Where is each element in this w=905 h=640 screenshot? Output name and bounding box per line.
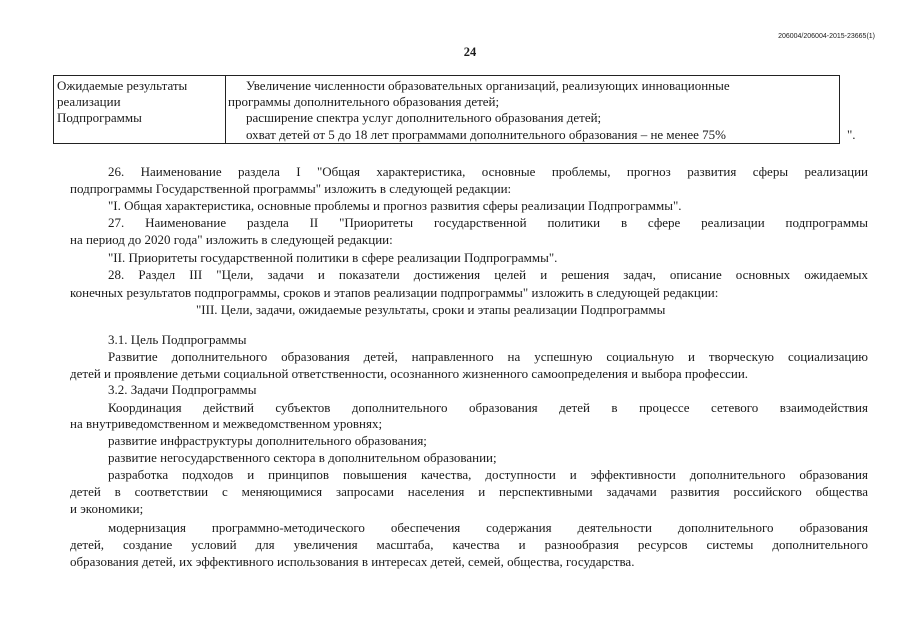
body-line: и экономики; xyxy=(70,501,144,516)
table-label-line: Ожидаемые результаты xyxy=(57,78,188,93)
body-line: 27. Наименование раздела II "Приоритеты государственной политики в сфере реализации подпрограммы xyxy=(108,215,868,230)
table-label-line: реализации xyxy=(57,94,121,109)
body-line: подпрограммы Государственной программы" изложить в следующей редакции: xyxy=(70,181,512,196)
subsection-heading: 3.1. Цель Подпрограммы xyxy=(108,332,247,347)
body-line: "I. Общая характеристика, основные проблемы и прогноз развития сферы реализации Подпрограммы". xyxy=(108,198,682,213)
body-line: конечных результатов подпрограммы, сроков и этапов реализации подпрограммы" изложить в следующей редакции: xyxy=(70,285,719,300)
body-line: на период до 2020 года" изложить в следующей редакции: xyxy=(70,232,393,247)
body-line: детей и проявление детьми социальной ответственности, осознанного жизненного самоопределения и выбора профессии. xyxy=(70,366,749,381)
document-code: 206004/206004-2015-23665(1) xyxy=(778,33,875,40)
table-value-line: программы дополнительного образования детей; xyxy=(228,94,500,109)
page-number: 24 xyxy=(463,45,477,59)
body-line: модернизация программно-методического обеспечения содержания деятельности дополнительного образования xyxy=(108,520,868,535)
body-line: развитие негосударственного сектора в дополнительном образовании; xyxy=(108,450,497,465)
body-line: образования детей, их эффективного использования в интересах детей, семей, общества, государства. xyxy=(70,554,635,569)
table-column-divider xyxy=(225,76,226,143)
table-closing-quote: ". xyxy=(847,127,856,142)
subsection-heading: 3.2. Задачи Подпрограммы xyxy=(108,382,257,397)
body-line: 28. Раздел III "Цели, задачи и показатели достижения целей и решения задач, описание основных ожидаемых xyxy=(108,267,868,282)
body-line: детей в соответствии с меняющимися запросами населения и перспективными задачами развития российского общества xyxy=(70,484,868,499)
body-line: "II. Приоритеты государственной политики в сфере реализации Подпрограммы". xyxy=(108,250,558,265)
body-line: развитие инфраструктуры дополнительного образования; xyxy=(108,433,427,448)
body-line: 26. Наименование раздела I "Общая характеристика, основные проблемы, прогноз развития сферы реализации xyxy=(108,164,868,179)
body-line: Координация действий субъектов дополнительного образования детей в процессе сетевого взаимодействия xyxy=(108,400,868,415)
body-line: разработка подходов и принципов повышения качества, доступности и эффективности дополнительного образования xyxy=(108,467,868,482)
table-value-line: расширение спектра услуг дополнительного образования детей; xyxy=(246,110,602,125)
body-line: детей, создание условий для увеличения масштаба, качества и разнообразия ресурсов системы дополнительного xyxy=(70,537,868,552)
table-value-line: охват детей от 5 до 18 лет программами дополнительного образования – не менее 75% xyxy=(246,127,726,142)
body-line: Развитие дополнительного образования детей, направленного на успешную социальную и творческую социализацию xyxy=(108,349,868,364)
section-heading: "III. Цели, задачи, ожидаемые результаты, сроки и этапы реализации Подпрограммы xyxy=(196,302,666,317)
body-line: на внутриведомственном и межведомственном уровнях; xyxy=(70,416,383,431)
table-label-line: Подпрограммы xyxy=(57,110,142,125)
table-value-line: Увеличение численности образовательных организаций, реализующих инновационные xyxy=(246,78,730,93)
